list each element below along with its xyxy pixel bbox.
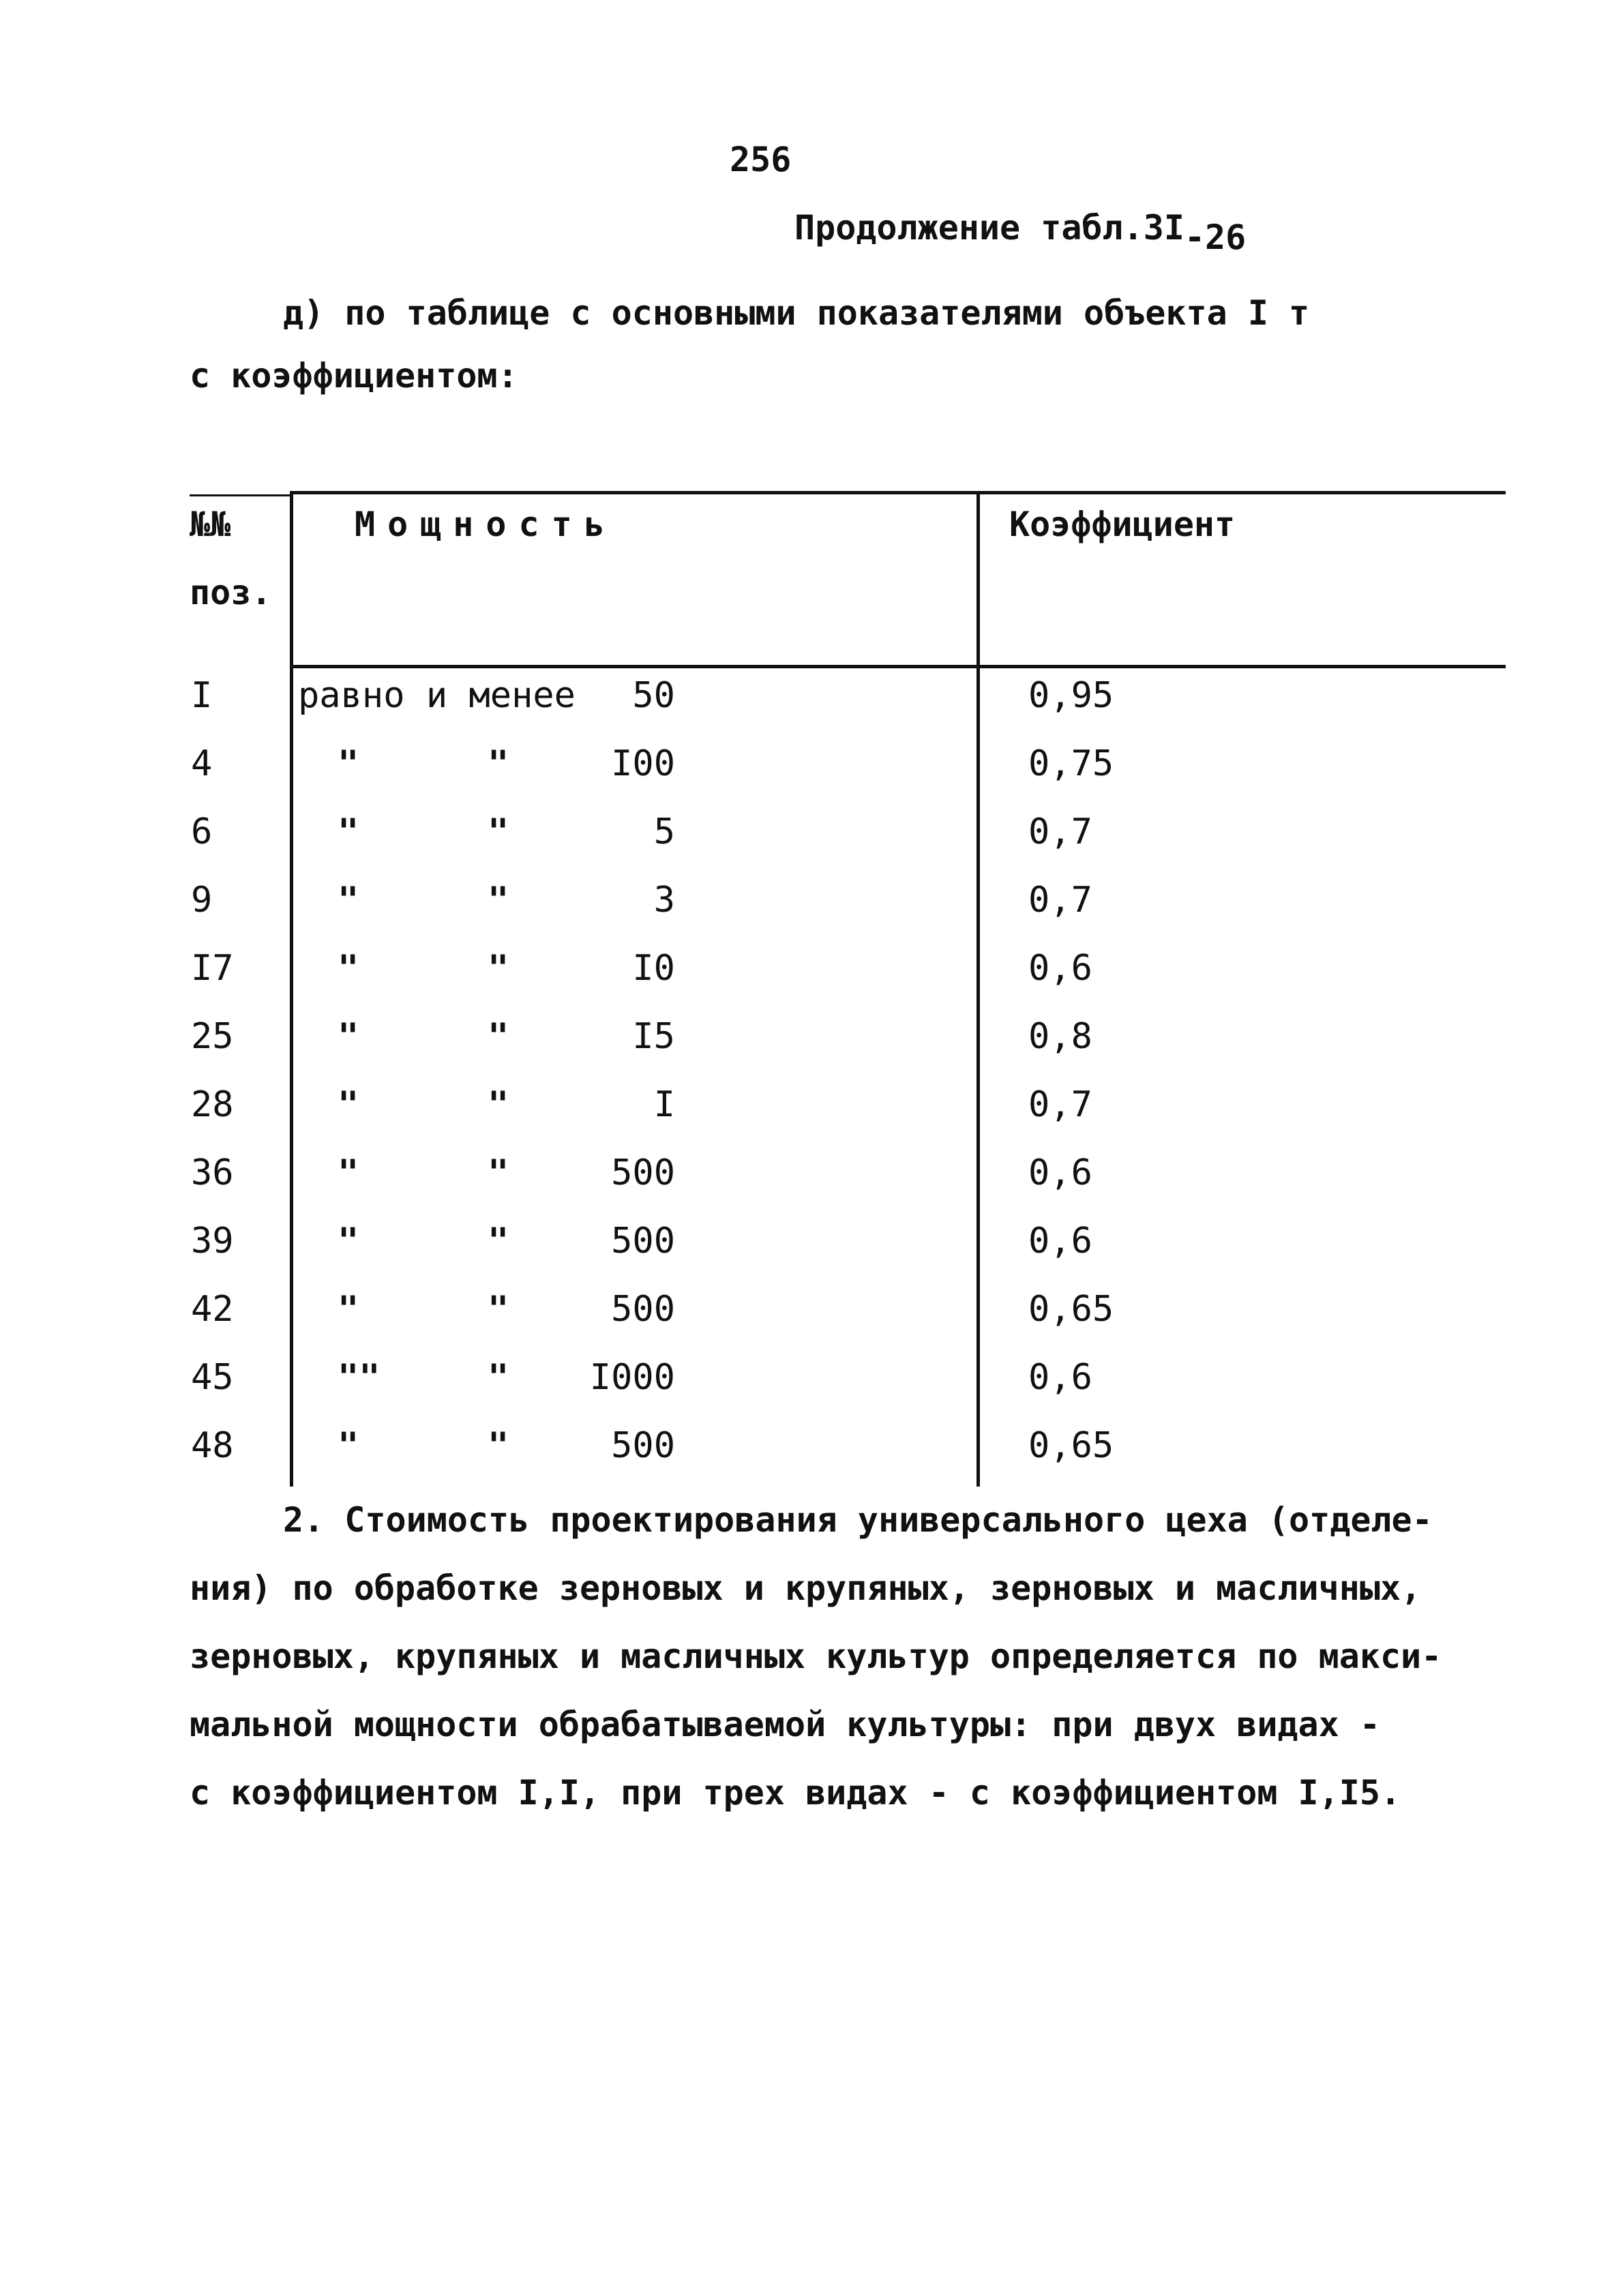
power-value-cell: 500	[611, 1425, 675, 1466]
ditto-mark: "	[338, 811, 359, 852]
coefficient-cell: 0,95	[1028, 675, 1114, 716]
table-continuation-label	[794, 208, 1247, 257]
continuation-suffix: -26	[1184, 218, 1247, 257]
condition-cell: равно и менее	[298, 675, 576, 716]
position-cell: 28	[191, 1084, 234, 1125]
table-row	[0, 1425, 1610, 1493]
table-row	[0, 880, 1610, 948]
ditto-mark: "	[338, 1221, 359, 1262]
header-position: поз.	[190, 573, 272, 612]
ditto-mark: "	[338, 880, 359, 921]
coefficient-cell: 0,7	[1028, 880, 1092, 921]
paragraph-line-4: мальной мощности обрабатываемой культуры: при двух видах -	[190, 1705, 1380, 1744]
intro-line-1: д) по таблице с основными показателями объекта I т	[283, 293, 1310, 333]
position-cell: 48	[191, 1425, 234, 1466]
ditto-mark: "	[488, 1425, 509, 1466]
paragraph-line-2: ния) по обработке зерновых и крупяных, зерновых и масличных,	[190, 1568, 1422, 1608]
table-row	[0, 1084, 1610, 1152]
coefficient-cell: 0,65	[1028, 1425, 1114, 1466]
coefficient-cell: 0,7	[1028, 811, 1092, 852]
table-header-bottom-rule	[292, 665, 1506, 668]
table-row	[0, 1016, 1610, 1084]
table-row	[0, 1357, 1610, 1425]
paragraph-line-3: зерновых, крупяных и масличных культур определяется по макси-	[190, 1637, 1442, 1676]
power-value-cell: 500	[611, 1152, 675, 1193]
page-number: 256	[730, 140, 792, 179]
ditto-mark: "	[338, 948, 359, 989]
ditto-mark: "	[488, 880, 509, 921]
position-cell: I	[191, 675, 213, 716]
position-cell: 39	[191, 1221, 234, 1262]
coefficient-cell: 0,75	[1028, 743, 1114, 784]
coefficient-cell: 0,6	[1028, 1152, 1092, 1193]
table-top-rule	[292, 491, 1506, 494]
position-cell: 45	[191, 1357, 234, 1398]
ditto-mark: "	[338, 1084, 359, 1125]
power-value-cell: 500	[611, 1221, 675, 1262]
ditto-mark: "	[338, 1425, 359, 1466]
coefficient-cell: 0,65	[1028, 1289, 1114, 1330]
table-row	[0, 743, 1610, 811]
power-value-cell: I0	[632, 948, 675, 989]
ditto-mark: "	[338, 743, 359, 784]
power-value-cell: I00	[611, 743, 675, 784]
header-number: №№	[190, 505, 231, 544]
table-row	[0, 948, 1610, 1016]
intro-line-2: с коэффициентом:	[190, 356, 518, 396]
ditto-mark: "	[338, 1152, 359, 1193]
position-cell: 36	[191, 1152, 234, 1193]
position-cell: 25	[191, 1016, 234, 1057]
continuation-text: Продолжение табл.3I	[794, 208, 1184, 248]
table-row	[0, 1289, 1610, 1357]
ditto-mark: "	[488, 743, 509, 784]
table-row	[0, 1221, 1610, 1289]
ditto-mark: "	[338, 1016, 359, 1057]
header-power: Мощность	[355, 505, 617, 544]
power-value-cell: I5	[632, 1016, 675, 1057]
power-value-cell: 50	[632, 675, 675, 716]
power-value-cell: 500	[611, 1289, 675, 1330]
position-cell: 6	[191, 811, 213, 852]
power-value-cell: 3	[653, 880, 675, 921]
coefficient-cell: 0,6	[1028, 948, 1092, 989]
ditto-mark: "	[488, 1221, 509, 1262]
coefficient-cell: 0,7	[1028, 1084, 1092, 1125]
paragraph-line-1: 2. Стоимость проектирования универсального цеха (отделе-	[283, 1500, 1433, 1540]
position-cell: 42	[191, 1289, 234, 1330]
ditto-mark: "	[488, 1084, 509, 1125]
table-row	[0, 1152, 1610, 1221]
position-cell: I7	[191, 948, 234, 989]
table-row	[0, 811, 1610, 880]
ditto-mark: "	[488, 811, 509, 852]
ditto-mark: "	[488, 1289, 509, 1330]
coefficient-cell: 0,8	[1028, 1016, 1092, 1057]
ditto-mark: "	[338, 1289, 359, 1330]
ditto-mark: "	[488, 1357, 509, 1398]
position-cell: 4	[191, 743, 213, 784]
power-value-cell: I000	[589, 1357, 675, 1398]
power-value-cell: I	[653, 1084, 675, 1125]
paragraph-line-5: с коэффициентом I,I, при трех видах - с коэффициентом I,I5.	[190, 1773, 1401, 1813]
position-cell: 9	[191, 880, 213, 921]
table-top-rule-left	[190, 494, 292, 496]
ditto-mark: "	[488, 1016, 509, 1057]
ditto-mark: "	[488, 1152, 509, 1193]
power-value-cell: 5	[653, 811, 675, 852]
table-row	[0, 675, 1610, 743]
coefficient-cell: 0,6	[1028, 1221, 1092, 1262]
coefficient-cell: 0,6	[1028, 1357, 1092, 1398]
ditto-mark: ""	[338, 1357, 381, 1398]
ditto-mark: "	[488, 948, 509, 989]
header-coefficient: Коэффициент	[1009, 505, 1236, 544]
table-body	[0, 675, 1610, 1493]
